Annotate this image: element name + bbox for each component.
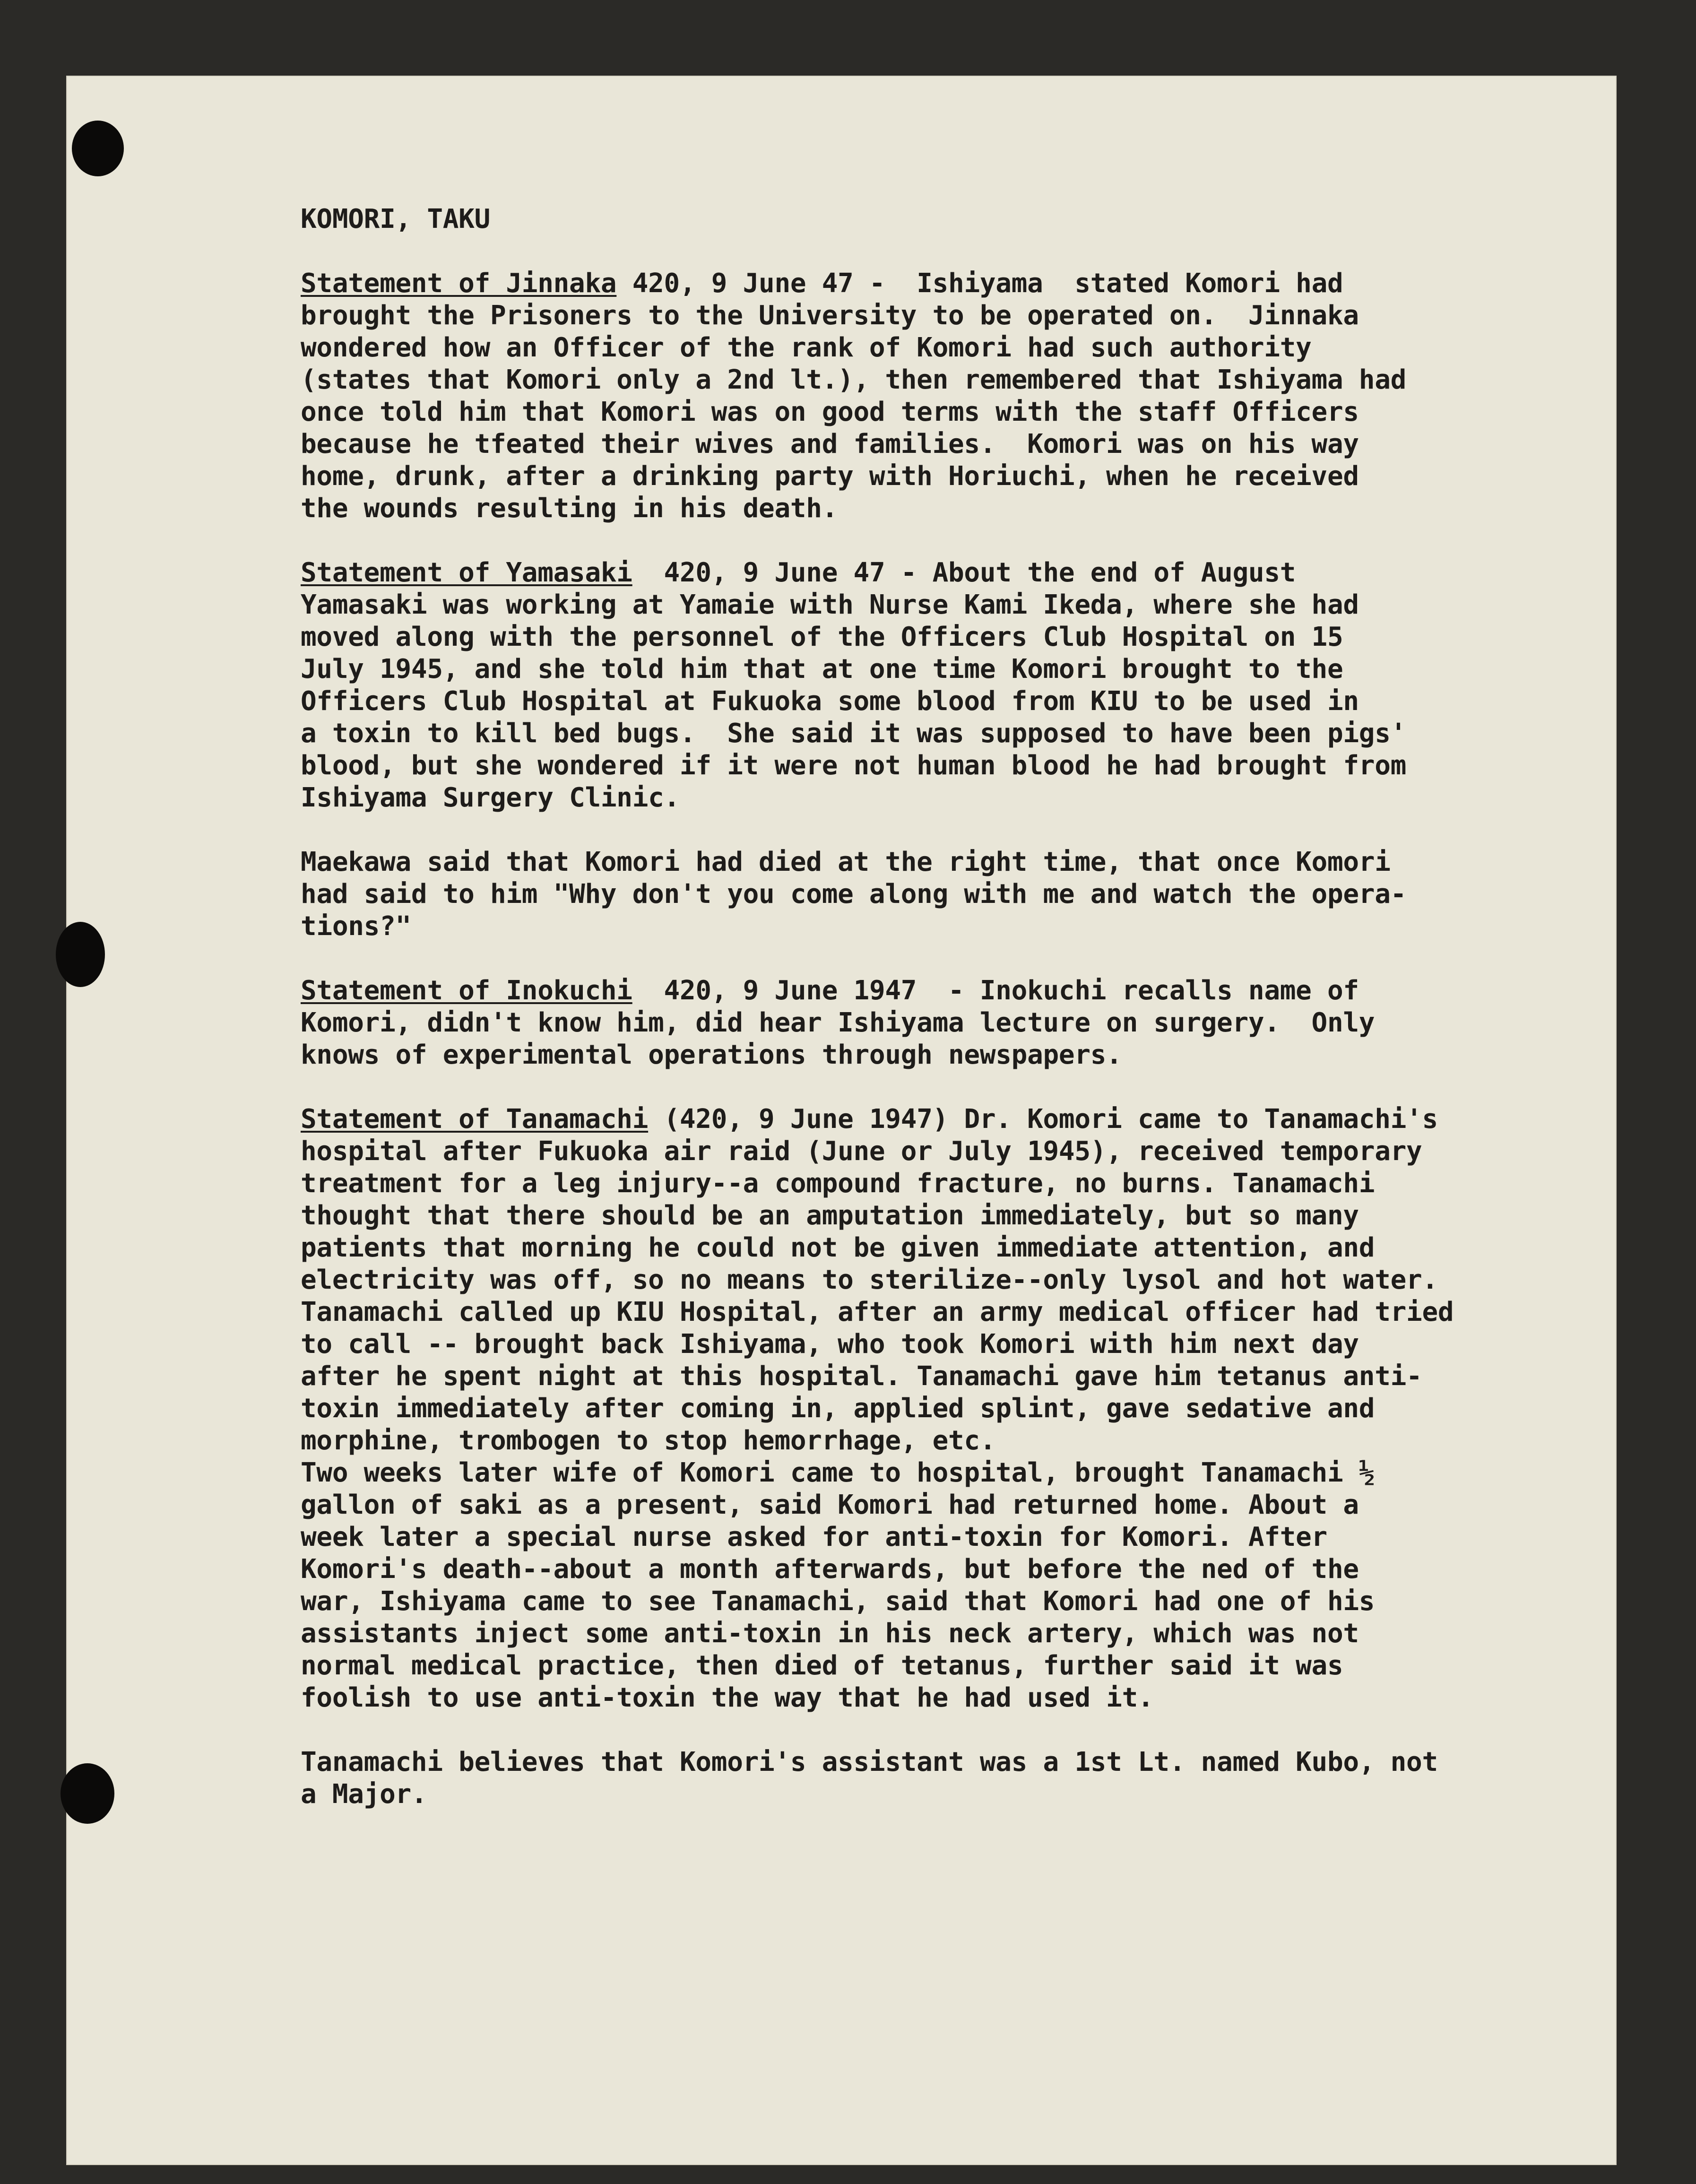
line-text: electricity was off, so no means to sterilize--only lysol and hot water. (301, 1265, 1438, 1295)
spacer (301, 235, 1567, 268)
line-text: toxin immediately after coming in, applied splint, gave sedative and (301, 1393, 1375, 1424)
text-line (301, 1168, 1567, 1200)
text-line (301, 1328, 1567, 1361)
line-text: Tanamachi believes that Komori's assistant was a 1st Lt. named Kubo, not (301, 1747, 1438, 1777)
text-line (301, 1682, 1567, 1714)
statement-source-label: Statement of Yamasaki (301, 557, 632, 588)
line-text: morphine, trombogen to stop hemorrhage, etc. (301, 1425, 996, 1456)
spacer (301, 814, 1567, 846)
statement-source-label: Statement of Jinnaka (301, 268, 617, 299)
punch-hole (72, 121, 124, 176)
text-line (301, 1425, 1567, 1457)
line-text: tions?" (301, 911, 411, 942)
text-line (301, 460, 1567, 493)
statement-source-label: Statement of Inokuchi (301, 975, 632, 1006)
line-text: treatment for a leg injury--a compound fracture, no burns. Tanamachi (301, 1168, 1375, 1199)
text-line (301, 878, 1567, 910)
typewritten-document (301, 203, 1567, 1811)
text-line (301, 1296, 1567, 1328)
line-text: 420, 9 June 47 - Ishiyama stated Komori had (616, 268, 1343, 299)
text-line (301, 1361, 1567, 1393)
text-line (301, 1618, 1567, 1650)
line-text: the wounds resulting in his death. (301, 493, 838, 524)
line-text: war, Ishiyama came to see Tanamachi, said that Komori had one of his (301, 1586, 1375, 1617)
spacer (301, 943, 1567, 975)
line-text: once told him that Komori was on good terms with the staff Officers (301, 397, 1359, 427)
line-text: thought that there should be an amputation immediately, but so many (301, 1200, 1359, 1231)
paragraph (301, 975, 1567, 1071)
paragraph (301, 1746, 1567, 1811)
line-text: assistants inject some anti-toxin in his neck artery, which was not (301, 1618, 1359, 1649)
text-line (301, 493, 1567, 525)
text-line (301, 1103, 1567, 1135)
text-line (301, 1232, 1567, 1264)
paragraph (301, 846, 1567, 943)
text-line (301, 1039, 1567, 1071)
spacer (301, 1714, 1567, 1746)
line-text: gallon of saki as a present, said Komori had returned home. About a (301, 1490, 1359, 1520)
text-line (301, 1457, 1567, 1489)
text-line (301, 685, 1567, 718)
text-line (301, 1264, 1567, 1296)
line-text: Komori's death--about a month afterwards, but before the ned of the (301, 1554, 1359, 1585)
text-line (301, 300, 1567, 332)
text-line (301, 1007, 1567, 1039)
line-text: foolish to use anti-toxin the way that he had used it. (301, 1682, 1154, 1713)
line-text: (420, 9 June 1947) Dr. Komori came to Tanamachi's (648, 1104, 1438, 1135)
line-text: Yamasaki was working at Yamaie with Nurse Kami Ikeda, where she had (301, 589, 1359, 620)
line-text: hospital after Fukuoka air raid (June or July 1945), received temporary (301, 1136, 1422, 1167)
text-line (301, 1135, 1567, 1168)
text-line (301, 1489, 1567, 1521)
line-text: Tanamachi called up KIU Hospital, after an army medical officer had tried (301, 1297, 1454, 1327)
line-text: Two weeks later wife of Komori came to hospital, brought Tanamachi ½ (301, 1457, 1375, 1488)
text-line (301, 782, 1567, 814)
text-line (301, 1553, 1567, 1586)
line-text: moved along with the personnel of the Officers Club Hospital on 15 (301, 622, 1343, 652)
line-text: Ishiyama Surgery Clinic. (301, 782, 680, 813)
paragraph (301, 557, 1567, 814)
line-text: normal medical practice, then died of tetanus, further said it was (301, 1650, 1343, 1681)
text-line (301, 621, 1567, 653)
text-line (301, 557, 1567, 589)
text-line (301, 910, 1567, 943)
line-text: a Major. (301, 1779, 427, 1810)
text-line (301, 750, 1567, 782)
text-line (301, 975, 1567, 1007)
line-text: (states that Komori only a 2nd lt.), then remembered that Ishiyama had (301, 364, 1407, 395)
line-text: July 1945, and she told him that at one time Komori brought to the (301, 654, 1343, 685)
text-line (301, 332, 1567, 364)
line-text: week later a special nurse asked for anti-toxin for Komori. After (301, 1522, 1327, 1552)
statement-source-label: Statement of Tanamachi (301, 1104, 649, 1135)
spacer (301, 1071, 1567, 1103)
line-text: 420, 9 June 47 - About the end of August (632, 557, 1296, 588)
text-line (301, 1200, 1567, 1232)
text-line (301, 396, 1567, 428)
line-text: patients that morning he could not be given immediate attention, and (301, 1232, 1375, 1263)
text-line (301, 1778, 1567, 1811)
paragraph (301, 268, 1567, 525)
text-line (301, 428, 1567, 460)
paragraph (301, 1103, 1567, 1714)
line-text: knows of experimental operations through newspapers. (301, 1040, 1122, 1070)
text-line (301, 846, 1567, 878)
line-text: 420, 9 June 1947 - Inokuchi recalls name of (632, 975, 1359, 1006)
punch-hole (61, 1763, 114, 1824)
spacer (301, 525, 1567, 557)
text-line (301, 1393, 1567, 1425)
line-text: because he tfeated their wives and families. Komori was on his way (301, 429, 1359, 459)
text-line (301, 268, 1567, 300)
text-line (301, 653, 1567, 685)
line-text: wondered how an Officer of the rank of Komori had such authority (301, 332, 1312, 363)
line-text: home, drunk, after a drinking party with Horiuchi, when he received (301, 461, 1359, 492)
punch-hole (56, 922, 105, 987)
text-line (301, 1586, 1567, 1618)
line-text: Officers Club Hospital at Fukuoka some blood from KIU to be used in (301, 686, 1359, 717)
text-line (301, 718, 1567, 750)
text-line (301, 1521, 1567, 1553)
document-heading: KOMORI, TAKU (301, 204, 490, 234)
text-line (301, 364, 1567, 396)
line-text: blood, but she wondered if it were not human blood he had brought from (301, 750, 1407, 781)
line-text: Maekawa said that Komori had died at the right time, that once Komori (301, 847, 1391, 877)
line-text: to call -- brought back Ishiyama, who took Komori with him next day (301, 1329, 1359, 1360)
text-line (301, 589, 1567, 621)
text-line (301, 1650, 1567, 1682)
line-text: had said to him "Why don't you come along with me and watch the opera- (301, 879, 1407, 910)
line-text: a toxin to kill bed bugs. She said it was supposed to have been pigs' (301, 718, 1407, 749)
text-line (301, 1746, 1567, 1778)
line-text: Komori, didn't know him, did hear Ishiyama lecture on surgery. Only (301, 1007, 1375, 1038)
line-text: brought the Prisoners to the University to be operated on. Jinnaka (301, 300, 1359, 331)
line-text: after he spent night at this hospital. Tanamachi gave him tetanus anti- (301, 1361, 1422, 1392)
